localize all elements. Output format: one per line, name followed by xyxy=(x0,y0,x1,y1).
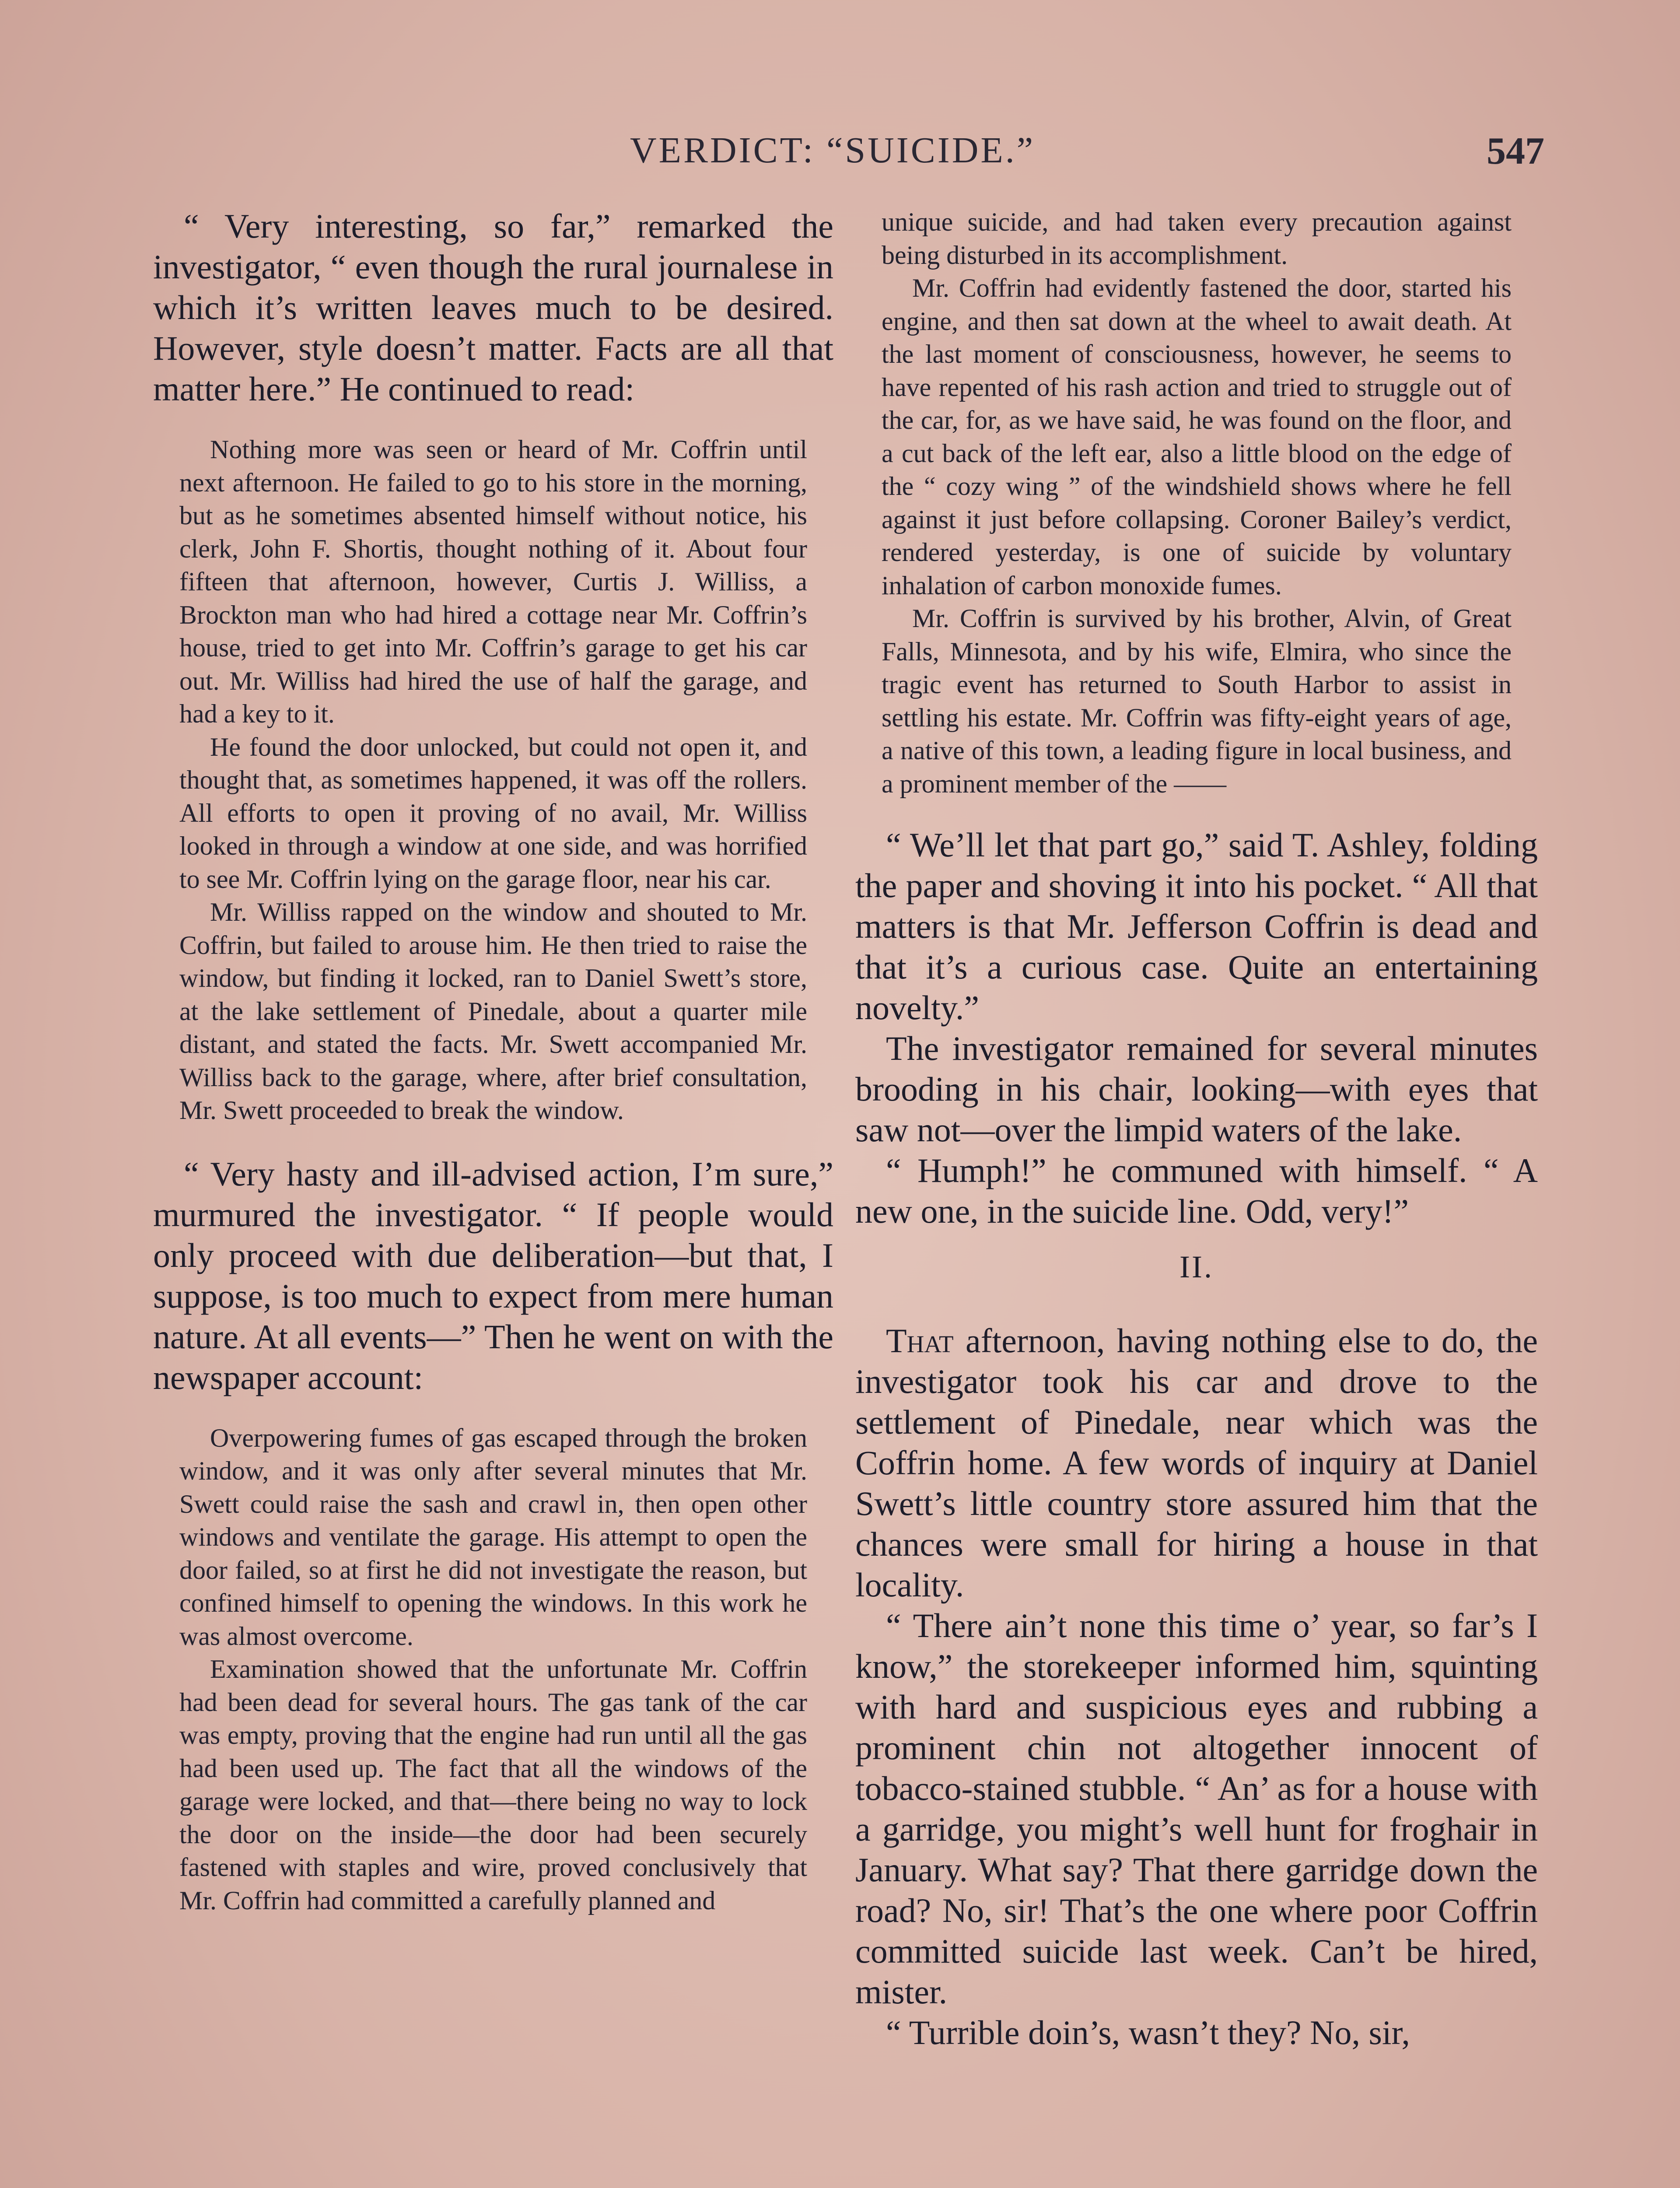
paragraph: “ There ain’t none this time o’ year, so far’s I know,” the storekeeper informed him, squinting with hard and suspicious eyes and rubbing a prominent chin not altogether innocent of tobacco-stained stubble. “ An’ as for a house with a garridge, you might’s well hunt for froghair in January. What say? That there garridge down the road? No, sir! That’s the one where poor Coffrin committed suicide last week. Can’t be hired, mister. xyxy=(855,1606,1538,2011)
excerpt-paragraph: Mr. Coffrin had evidently fastened the door, started his engine, and then sat down at the wheel to await death. At the last moment of consciousness, however, he seems to have repented of his rash action and tried to struggle out of the car, for, as we have said, he was found on the floor, and a cut back of the left ear, also a little blood on the edge of the “ cozy wing ” of the windshield shows where he fell against it just before collapsing. Coroner Bailey’s verdict, rendered yesterday, is one of suicide by voluntary inhalation of carbon monoxide fumes. xyxy=(882,274,1512,600)
paragraph: “ We’ll let that part go,” said T. Ashley, folding the paper and shoving it into his pocket. “ All that matters is that Mr. Jefferson Coffrin is dead and that it’s a curious case. Quite an entertaining novelty.” xyxy=(855,826,1538,1027)
paragraph xyxy=(855,1320,1538,1605)
excerpt-paragraph: Mr. Coffrin is survived by his brother, Alvin, of Great Falls, Minnesota, and by his wife, Elmira, who since the tragic event has returned to South Harbor to assist in settling his estate. Mr. Coffrin was fifty-eight years of age, a native of this town, a leading figure in local business, and a prominent member of the —— xyxy=(882,604,1512,798)
page-number: 547 xyxy=(1487,130,1544,172)
excerpt-paragraph: Overpowering fumes of gas escaped through the broken window, and it was only after several minutes that Mr. Swett could raise the sash and crawl in, then open other windows and ventilate the garage. His attempt to open the door failed, so at first he did not investigate the reason, but confined himself to opening the windows. In this work he was almost overcome. xyxy=(179,1423,807,1651)
excerpt-paragraph: Nothing more was seen or heard of Mr. Coffrin until next afternoon. He failed to go to his store in the morning, but as he sometimes absented himself without notice, his clerk, John F. Shortis, thought nothing of it. About four fifteen that afternoon, however, Curtis J. Williss, a Brockton man who had hired a cottage near Mr. Coffrin’s house, tried to get into Mr. Coffrin’s garage to get his car out. Mr. Williss had hired the use of half the garage, and had a key to it. xyxy=(179,435,807,728)
excerpt-paragraph: Mr. Williss rapped on the window and shouted to Mr. Coffrin, but failed to arouse him. He then tried to raise the window, but finding it locked, ran to Daniel Swett’s store, at the lake settlement of Pinedale, about a quarter mile distant, and stated the facts. Mr. Swett accompanied Mr. Williss back to the garage, where, after brief consultation, Mr. Swett proceeded to break the window. xyxy=(179,898,807,1125)
paragraph: “ Turrible doin’s, wasn’t they? No, sir, xyxy=(886,2013,1410,2051)
right-column xyxy=(855,206,1538,2053)
excerpt-paragraph: unique suicide, and had taken every precaution against being disturbed in its accomplishment. xyxy=(882,207,1512,270)
page-header xyxy=(630,129,1544,182)
newspaper-excerpt-continued xyxy=(882,206,1512,800)
paragraph-text: afternoon, having nothing else to do, the investigator took his car and drove to the settlement of Pinedale, near which was the Coffrin home. A few words of inquiry at Daniel Swett’s little country store assured him that the chances were small for hiring a house in that locality. xyxy=(855,1322,1538,1604)
running-title: VERDICT: “SUICIDE.” xyxy=(630,130,1036,171)
left-column xyxy=(153,206,833,1917)
newspaper-excerpt xyxy=(179,433,807,1127)
excerpt-paragraph: He found the door unlocked, but could not open it, and thought that, as sometimes happened, it was off the rollers. All efforts to open it proving of no avail, Mr. Williss looked in through a window at one side, and was horrified to see Mr. Coffrin lying on the garage floor, near his car. xyxy=(179,732,807,894)
paragraph: “ Very hasty and ill-advised action, I’m sure,” murmured the investigator. “ If people would only proceed with due deliberation—but that, I suppose, is too much to expect from mere human nature. At all events—” Then he went on with the newspaper account: xyxy=(153,1154,833,1396)
excerpt-paragraph: Examination showed that the unfortunate Mr. Coffrin had been dead for several hours. The gas tank of the car was empty, proving that the engine had run until all the gas had been used up. The fact that all the windows of the garage were locked, and that—there being no way to lock the door on the inside—the door had been securely fastened with staples and wire, proved conclusively that Mr. Coffrin had committed a carefully planned and xyxy=(179,1655,807,1915)
lead-word: That xyxy=(886,1322,954,1360)
section-number: II. xyxy=(1180,1249,1214,1284)
paragraph: “ Humph!” he communed with himself. “ A new one, in the suicide line. Odd, very!” xyxy=(855,1151,1538,1230)
paragraph: “ Very interesting, so far,” remarked the investigator, “ even though the rural journalese in which it’s written leaves much to be desired. However, style doesn’t matter. Facts are all that matter here.” He continued to read: xyxy=(153,207,833,408)
paragraph: The investigator remained for several minutes brooding in his chair, looking—with eyes that saw not—over the limpid waters of the lake. xyxy=(855,1029,1538,1149)
newspaper-excerpt xyxy=(179,1422,807,1918)
